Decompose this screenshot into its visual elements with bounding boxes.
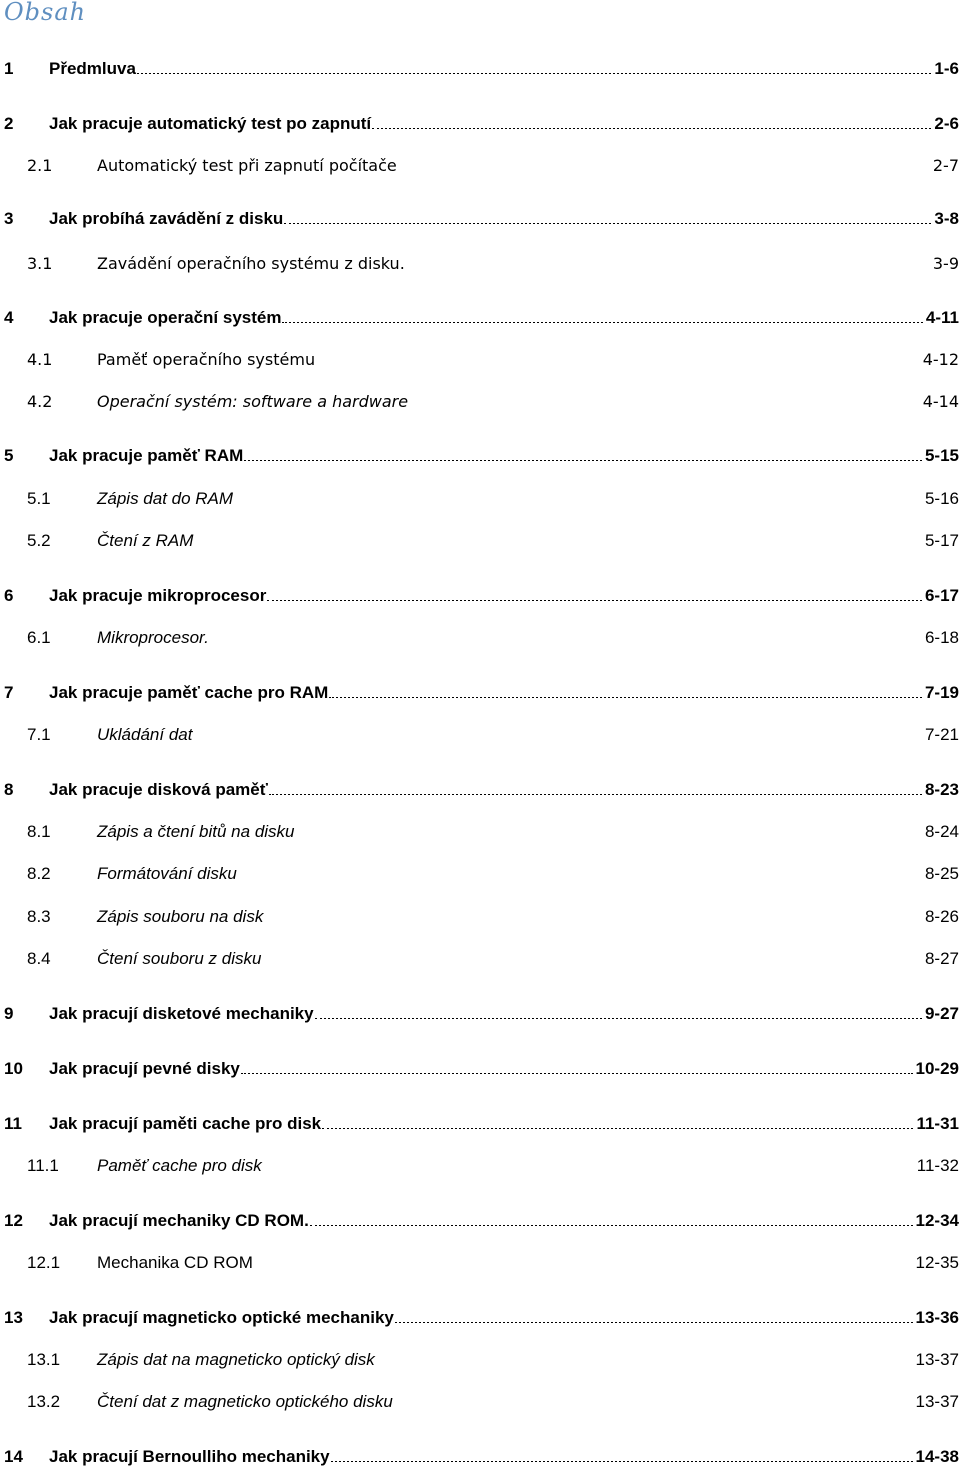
toc-entry-title: Formátování disku (97, 864, 237, 883)
toc-chapter-link[interactable] (4, 1209, 959, 1233)
toc-entry-page: 6-17 (924, 586, 959, 605)
toc-entry-page: 13-37 (915, 1392, 959, 1411)
toc-entry-number: 5.1 (27, 489, 51, 508)
toc-entry-number: 13.2 (27, 1392, 61, 1411)
toc-entry-page: 14-38 (915, 1447, 959, 1466)
toc-entry-number: 10 (4, 1059, 23, 1078)
toc-section-link[interactable] (4, 947, 959, 971)
toc-section-link[interactable] (4, 390, 959, 414)
toc-dot-leader (331, 1461, 913, 1462)
toc-dot-leader (137, 73, 931, 74)
toc-entry-number: 12.1 (27, 1253, 61, 1272)
toc-entry-number: 5 (4, 446, 14, 465)
toc-entry-title: Jak pracují disketové mechaniky (49, 1004, 314, 1023)
toc-entry-number: 7 (4, 683, 14, 702)
toc-section-link[interactable] (4, 1154, 959, 1178)
toc-dot-leader (263, 1170, 914, 1171)
toc-entry-page: 2-7 (932, 156, 959, 175)
toc-entry-page: 12-34 (915, 1211, 959, 1230)
toc-dot-leader (409, 406, 920, 407)
toc-entry-title: Jak pracují magneticko optické mechaniky (49, 1308, 394, 1327)
toc-entry-number: 8.3 (27, 907, 51, 926)
toc-entry-page: 8-24 (924, 822, 959, 841)
toc-dot-leader (322, 1128, 913, 1129)
toc-entry-title: Jak pracují paměti cache pro disk (49, 1114, 322, 1133)
toc-entry-title: Jak pracuje disková paměť (49, 780, 268, 799)
toc-dot-leader (296, 836, 922, 837)
toc-entry-page: 3-8 (934, 209, 959, 228)
toc-dot-leader (193, 739, 922, 740)
toc-section-link[interactable] (4, 1348, 959, 1372)
toc-entry-title: Mechanika CD ROM (97, 1253, 253, 1272)
toc-dot-leader (395, 1322, 913, 1323)
toc-section-link[interactable] (4, 529, 959, 553)
toc-entry-number: 8.1 (27, 822, 51, 841)
toc-section-link[interactable] (4, 252, 959, 276)
toc-entry-number: 13.1 (27, 1350, 61, 1369)
toc-dot-leader (394, 1406, 913, 1407)
toc-dot-leader (406, 268, 930, 269)
toc-entry-page: 8-25 (924, 864, 959, 883)
toc-entry-title: Zápis dat na magneticko optický disk (97, 1350, 375, 1369)
toc-entry-page: 12-35 (915, 1253, 959, 1272)
toc-chapter-link[interactable] (4, 306, 959, 330)
toc-section-link[interactable] (4, 348, 959, 372)
toc-entry-page: 6-18 (924, 628, 959, 647)
toc-entry-number: 12 (4, 1211, 23, 1230)
toc-dot-leader (241, 1073, 913, 1074)
toc-dot-leader (269, 794, 922, 795)
toc-dot-leader (315, 1018, 922, 1019)
toc-entry-title: Jak pracuje paměť cache pro RAM (49, 683, 329, 702)
toc-entry-number: 2.1 (27, 156, 53, 175)
toc-entry-page: 8-26 (924, 907, 959, 926)
toc-section-link[interactable] (4, 1251, 959, 1275)
toc-entry-number: 8.2 (27, 864, 51, 883)
toc-chapter-link[interactable] (4, 584, 959, 608)
toc-chapter-link[interactable] (4, 778, 959, 802)
toc-dot-leader (238, 878, 922, 879)
toc-chapter-link[interactable] (4, 57, 959, 81)
toc-entry-title: Jak pracují pevné disky (49, 1059, 240, 1078)
toc-entry-title: Čtení souboru z disku (97, 949, 262, 968)
toc-entry-title: Mikroprocesor. (97, 628, 209, 647)
toc-entry-title: Čtení z RAM (97, 531, 194, 550)
toc-entry-page: 8-23 (924, 780, 959, 799)
toc-dot-leader (210, 642, 922, 643)
toc-dot-leader (244, 460, 922, 461)
toc-chapter-link[interactable] (4, 1306, 959, 1330)
toc-entry-number: 13 (4, 1308, 23, 1327)
toc-dot-leader (284, 223, 931, 224)
toc-entry-title: Jak pracuje automatický test po zapnutí (49, 114, 372, 133)
toc-entry-page: 2-6 (934, 114, 959, 133)
toc-entry-number: 3 (4, 209, 14, 228)
toc-entry-title: Jak pracuje operační systém (49, 308, 282, 327)
toc-dot-leader (372, 128, 931, 129)
toc-entry-title: Jak pracují mechaniky CD ROM. (49, 1211, 309, 1230)
toc-entry-title: Jak probíhá zavádění z disku (49, 209, 284, 228)
toc-entry-number: 8.4 (27, 949, 51, 968)
toc-chapter-link[interactable] (4, 207, 959, 231)
toc-entry-page: 5-15 (924, 446, 959, 465)
toc-entry-page: 13-37 (915, 1350, 959, 1369)
toc-dot-leader (329, 697, 922, 698)
toc-entry-page: 5-16 (924, 489, 959, 508)
toc-entry-page: 5-17 (924, 531, 959, 550)
toc-section-link[interactable] (4, 820, 959, 844)
toc-entry-number: 4 (4, 308, 14, 327)
toc-entry-number: 4.2 (27, 392, 53, 411)
toc-entry-title: Zavádění operačního systému z disku. (97, 254, 405, 273)
toc-entry-number: 7.1 (27, 725, 51, 744)
toc-entry-number: 5.2 (27, 531, 51, 550)
toc-entry-page: 3-9 (932, 254, 959, 273)
toc-entry-title: Čtení dat z magneticko optického disku (97, 1392, 393, 1411)
toc-entry-page: 10-29 (915, 1059, 959, 1078)
toc-section-link[interactable] (4, 487, 959, 511)
toc-entry-page: 7-21 (924, 725, 959, 744)
toc-entry-title: Ukládání dat (97, 725, 193, 744)
toc-dot-leader (316, 364, 920, 365)
toc-dot-leader (282, 322, 922, 323)
toc-chapter-link[interactable] (4, 444, 959, 468)
toc-entry-page: 11-31 (916, 1114, 959, 1133)
toc-dot-leader (267, 600, 922, 601)
toc-chapter-link[interactable] (4, 112, 959, 136)
toc-chapter-link[interactable] (4, 1057, 959, 1081)
toc-dot-leader (376, 1364, 913, 1365)
toc-entry-page: 4-11 (925, 308, 959, 327)
toc-chapter-link[interactable] (4, 681, 959, 705)
toc-entry-number: 8 (4, 780, 14, 799)
toc-entry-page: 4-12 (922, 350, 959, 369)
toc-entry-title: Jak pracuje mikroprocesor (49, 586, 267, 605)
toc-chapter-link[interactable] (4, 1002, 959, 1026)
toc-dot-leader (194, 545, 922, 546)
toc-section-link[interactable] (4, 626, 959, 650)
toc-entry-title: Automatický test při zapnutí počítače (97, 156, 397, 175)
toc-entry-page: 4-14 (922, 392, 959, 411)
toc-entry-number: 9 (4, 1004, 14, 1023)
toc-entry-number: 6.1 (27, 628, 51, 647)
toc-dot-leader (254, 1267, 913, 1268)
toc-entry-title: Zápis souboru na disk (97, 907, 264, 926)
toc-entry-number: 11 (4, 1114, 22, 1133)
toc-section-link[interactable] (4, 723, 959, 747)
toc-section-link[interactable] (4, 862, 959, 886)
toc-dot-leader (310, 1225, 913, 1226)
toc-entry-number: 1 (4, 59, 14, 78)
page-title: Obsah (4, 0, 87, 26)
toc-entry-page: 1-6 (934, 59, 959, 78)
toc-entry-title: Zápis dat do RAM (97, 489, 234, 508)
toc-entry-title: Zápis a čtení bitů na disku (97, 822, 295, 841)
toc-entry-page: 9-27 (924, 1004, 959, 1023)
toc-chapter-link[interactable] (4, 1445, 959, 1469)
toc-entry-number: 11.1 (27, 1156, 59, 1175)
toc-entry-number: 3.1 (27, 254, 53, 273)
toc-entry-page: 13-36 (915, 1308, 959, 1327)
toc-dot-leader (398, 170, 930, 171)
toc-entry-title: Jak pracuje paměť RAM (49, 446, 244, 465)
toc-chapter-link[interactable] (4, 1112, 959, 1136)
toc-section-link[interactable] (4, 905, 959, 929)
toc-entry-title: Paměť operačního systému (97, 350, 316, 369)
toc-entry-page: 11-32 (916, 1156, 959, 1175)
toc-entry-number: 6 (4, 586, 14, 605)
toc-entry-page: 8-27 (924, 949, 959, 968)
toc-entry-number: 2 (4, 114, 14, 133)
toc-section-link[interactable] (4, 1390, 959, 1414)
toc-entry-title: Předmluva (49, 59, 136, 78)
toc-entry-title: Jak pracují Bernoulliho mechaniky (49, 1447, 330, 1466)
toc-dot-leader (264, 921, 922, 922)
toc-section-link[interactable] (4, 154, 959, 178)
toc-entry-number: 4.1 (27, 350, 53, 369)
toc-dot-leader (262, 963, 922, 964)
toc-dot-leader (234, 503, 922, 504)
toc-entry-number: 14 (4, 1447, 23, 1466)
toc-entry-title: Paměť cache pro disk (97, 1156, 262, 1175)
toc-entry-page: 7-19 (924, 683, 959, 702)
toc-entry-title: Operační systém: software a hardware (97, 392, 409, 411)
